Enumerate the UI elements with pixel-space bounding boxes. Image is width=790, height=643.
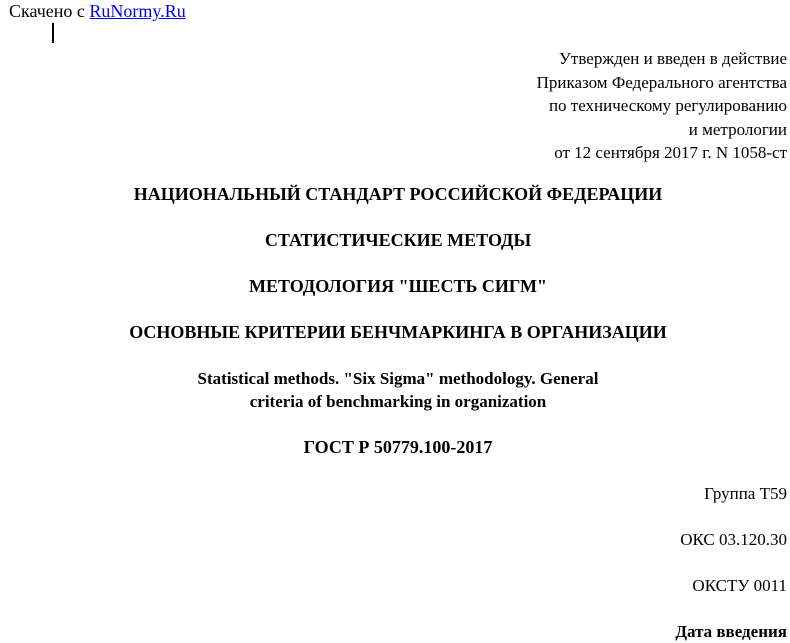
source-link[interactable]: RuNormy.Ru: [89, 1, 186, 21]
approval-block: [537, 47, 787, 165]
national-standard-heading: НАЦИОНАЛЬНЫЙ СТАНДАРТ РОССИЙСКОЙ ФЕДЕРАЦИИ: [133, 184, 663, 204]
source-attribution: [9, 1, 186, 21]
approval-line: Приказом Федерального агентства: [536, 72, 787, 92]
criteria-heading: ОСНОВНЫЕ КРИТЕРИИ БЕНЧМАРКИНГА В ОРГАНИЗАЦИИ: [129, 322, 667, 342]
source-prefix: Скачено с: [9, 1, 90, 21]
approval-line: Утвержден и введен в действие: [558, 49, 787, 68]
english-title-line1: Statistical methods. "Six Sigma" methodology. General: [197, 369, 599, 388]
english-title: [0, 367, 790, 413]
gost-number: ГОСТ Р 50779.100-2017: [303, 437, 493, 457]
okstu-code: ОКСТУ 0011: [692, 576, 787, 595]
group-code: Группа Т59: [704, 484, 787, 503]
intro-date-label: Дата введения: [675, 622, 787, 641]
statistical-methods-heading: СТАТИСТИЧЕСКИЕ МЕТОДЫ: [264, 230, 532, 250]
approval-line: и метрологии: [688, 119, 787, 139]
approval-line: по техническому регулированию: [548, 96, 787, 115]
text-cursor: [52, 23, 54, 43]
oks-code: ОКС 03.120.30: [680, 530, 787, 549]
english-title-line2: criteria of benchmarking in organization: [249, 392, 547, 411]
approval-line: от 12 сентября 2017 г. N 1058-ст: [554, 143, 787, 162]
methodology-heading: МЕТОДОЛОГИЯ "ШЕСТЬ СИГМ": [248, 276, 548, 296]
